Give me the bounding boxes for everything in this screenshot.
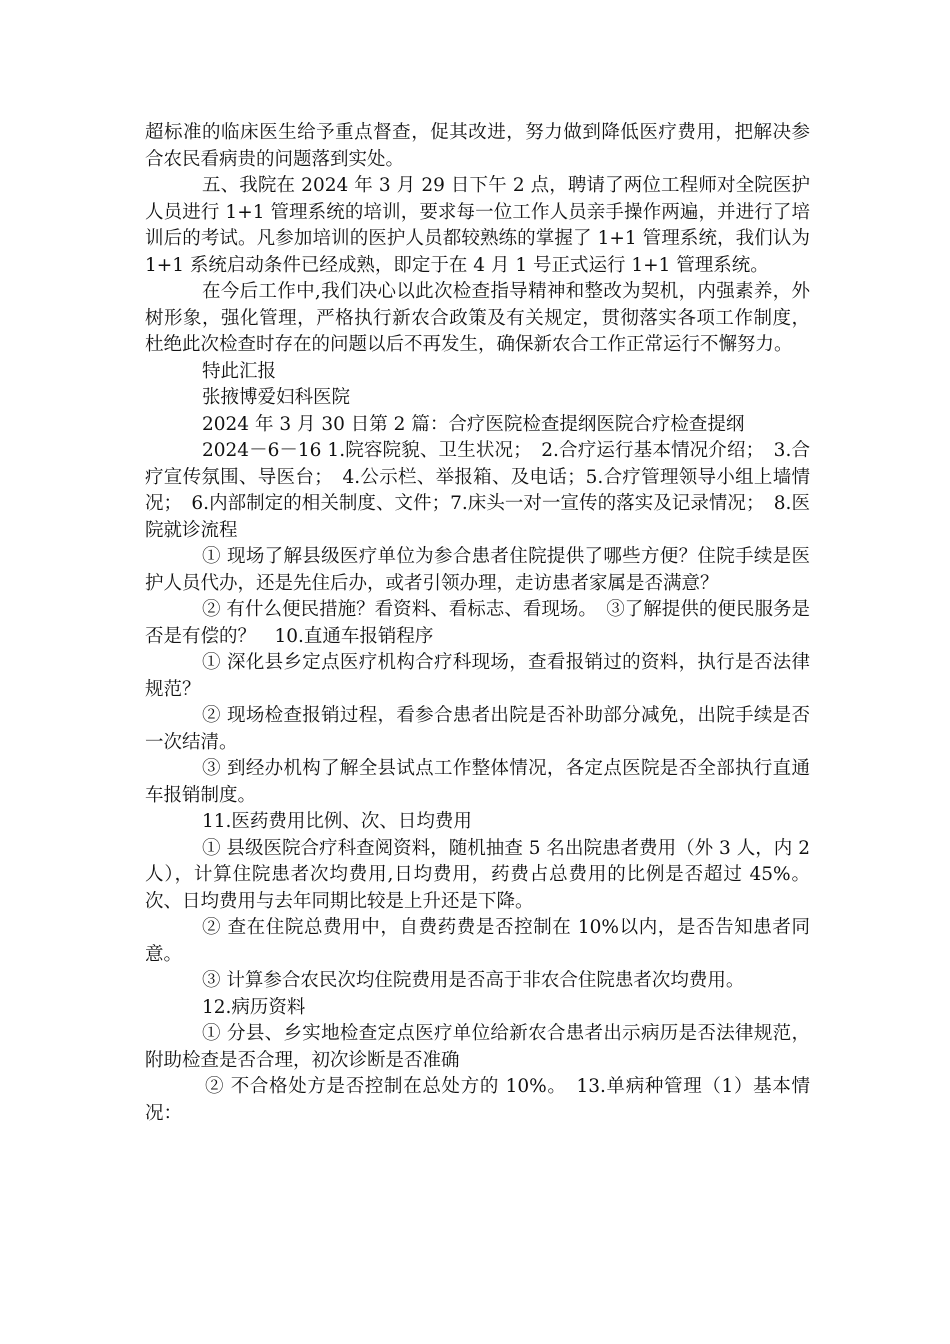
- paragraph-item-4: ② 现场检查报销过程，看参合患者出院是否补助部分减免，出院手续是否一次结清。: [145, 705, 810, 753]
- paragraph-outline-items: 2024－6－16 1.院容院貌、卫生状况； 2.合疗运行基本情况介绍； 3.合疗宣传氛围、导医台； 4.公示栏、举报箱、及电话；5.合疗管理领导小组上墙情况； 6.内部制定的相关制度、文件；7.床头一对一宣传的落实及记录情况； 8.医院就诊流程: [145, 440, 810, 541]
- document-page: [145, 120, 810, 1127]
- paragraph-item-1: ① 现场了解县级医疗单位为参合患者住院提供了哪些方便？住院手续是医护人员代办，还是先住后办，或者引领办理，走访患者家属是否满意？: [145, 546, 810, 594]
- paragraph-section-12: 12.病历资料: [202, 996, 306, 1018]
- paragraph-section-11: 11.医药费用比例、次、日均费用: [202, 811, 472, 832]
- paragraph-item-5: ③ 到经办机构了解全县试点工作整体情况，各定点医院是否全部执行直通车报销制度。: [145, 758, 810, 806]
- paragraph-item-2: ② 有什么便民措施？看资料、看标志、看现场。 ③了解提供的便民服务是否是有偿的？ 10.直通车报销程序: [145, 599, 810, 647]
- paragraph-cost-supervision: 超标准的临床医生给予重点督查，促其改进，努力做到降低医疗费用，把解决参合农民看病贵的问题落到实处。: [145, 122, 810, 170]
- paragraph-hospital-name: 张掖博爱妇科医院: [202, 387, 351, 408]
- paragraph-item-8: ③ 计算参合农民次均住院费用是否高于非农合住院患者次均费用。: [202, 970, 745, 991]
- paragraph-date-title: 2024 年 3 月 30 日第 2 篇：合疗医院检查提纲医院合疗检查提纲: [202, 413, 745, 435]
- paragraph-item-10: ② 不合格处方是否控制在总处方的 10%。 13.单病种管理（1）基本情况：: [145, 1076, 810, 1124]
- paragraph-item-9: ① 分县、乡实地检查定点医疗单位给新农合患者出示病历是否法律规范，附助检查是否合理，初次诊断是否准确: [145, 1023, 810, 1071]
- paragraph-item-7: ② 查在住院总费用中，自费药费是否控制在 10%以内，是否告知患者同意。: [145, 917, 810, 965]
- paragraph-item-3: ① 深化县乡定点医疗机构合疗科现场，查看报销过的资料，执行是否法律规范？: [145, 652, 810, 700]
- paragraph-report-closing: 特此汇报: [202, 360, 277, 382]
- paragraph-future-work: 在今后工作中,我们决心以此次检查指导精神和整改为契机，内强素养，外树形象，强化管理，严格执行新农合政策及有关规定，贯彻落实各项工作制度，杜绝此次检查时存在的问题以后不再发生，确保新农合工作正常运行不懈努力。: [145, 281, 810, 355]
- paragraph-training: 五、我院在 2024 年 3 月 29 日下午 2 点，聘请了两位工程师对全院医护人员进行 1+1 管理系统的培训，要求每一位工作人员亲手操作两遍，并进行了培训后的考试。凡参加培训的医护人员都较熟练的掌握了 1+1 管理系统，我们认为 1+1 系统启动条件已经成熟，即定于在 4 月 1 号正式运行 1+1 管理系统。: [145, 175, 810, 276]
- paragraph-item-6: ① 县级医院合疗科查阅资料，随机抽查 5 名出院患者费用（外 3 人，内 2 人），计算住院患者次均费用,日均费用，药费占总费用的比例是否超过 45%。次、日均费用与去年同期比较是上升还是下降。: [145, 837, 810, 912]
